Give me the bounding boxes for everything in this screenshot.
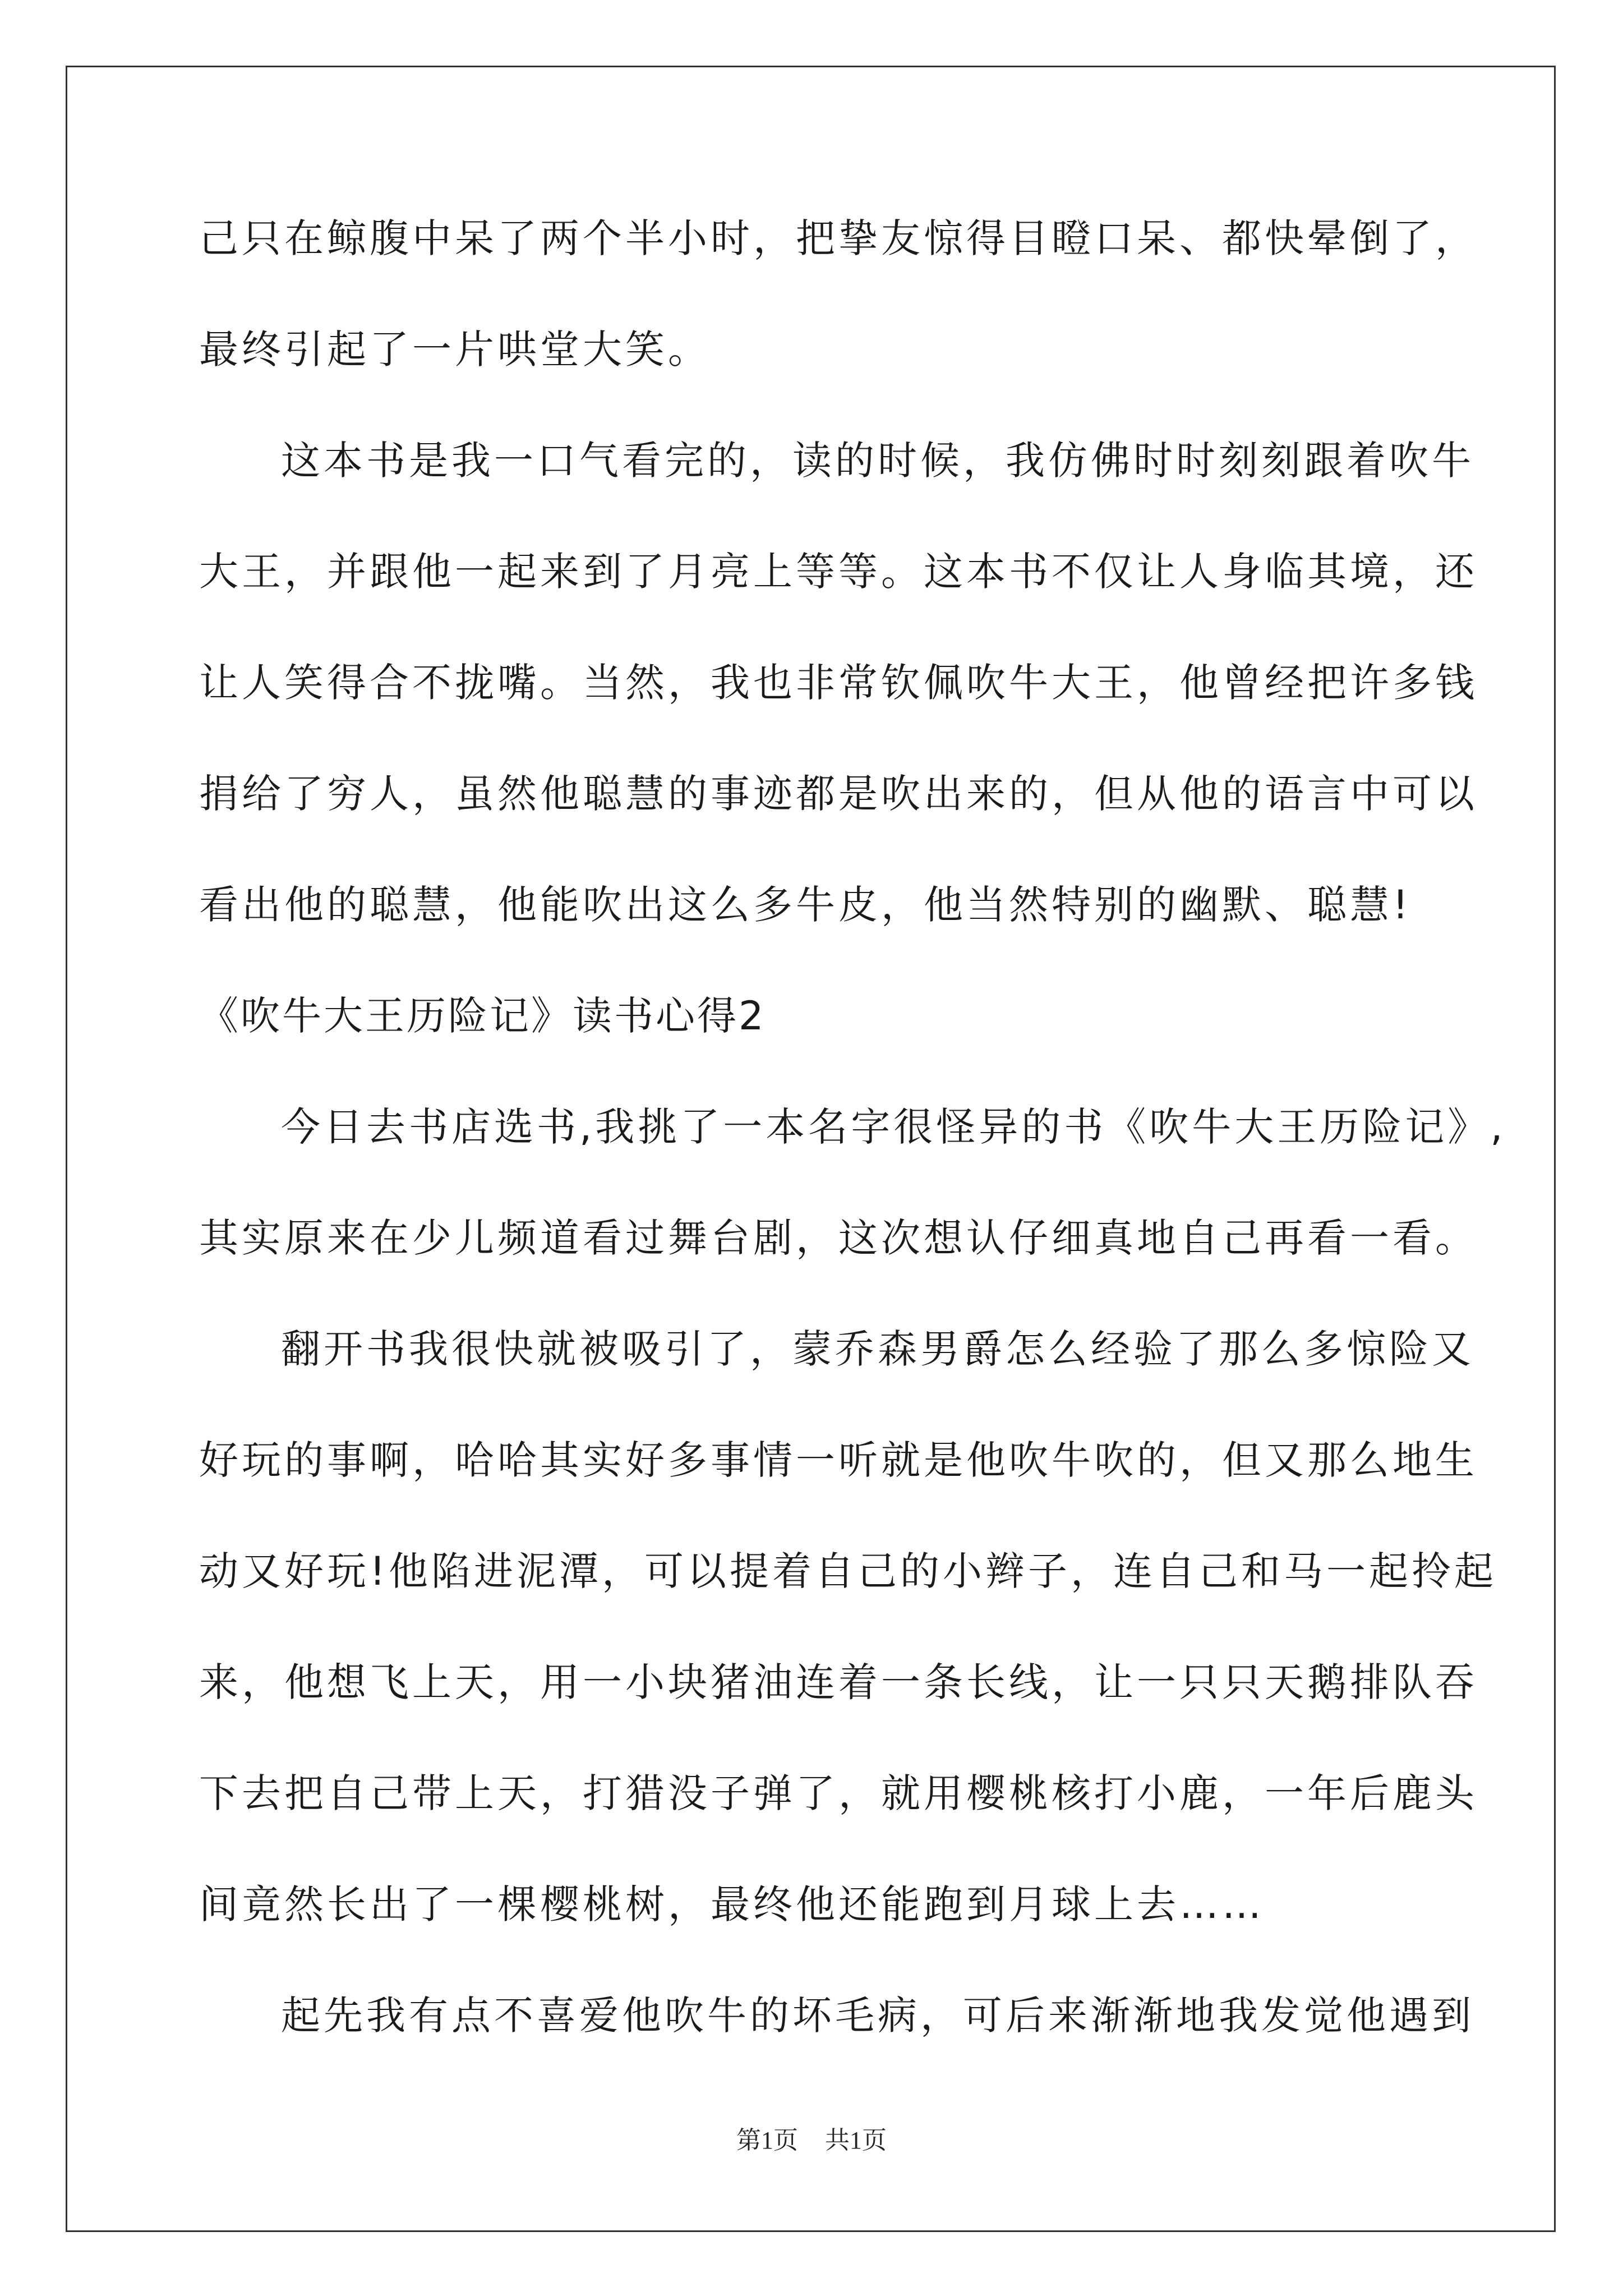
paragraph-line: 最终引起了一片哄堂大笑。 bbox=[199, 326, 711, 372]
section-heading: 《吹牛大王历险记》读书心得2 bbox=[199, 993, 766, 1039]
paragraph-line: 大王，并跟他一起来到了月亮上等等。这本书不仅让人身临其境，还 bbox=[199, 549, 1478, 595]
paragraph-line: 起先我有点不喜爱他吹牛的坏毛病，可后来渐渐地我发觉他遇到 bbox=[281, 1993, 1474, 2039]
paragraph-line: 看出他的聪慧，他能吹出这么多牛皮，他当然特别的幽默、聪慧! bbox=[199, 882, 1412, 928]
paragraph-line: 动又好玩!他陷进泥潭，可以提着自己的小辫子，连自己和马一起拎起 bbox=[199, 1548, 1497, 1594]
page-total: 共1页 bbox=[825, 2127, 887, 2154]
paragraph-line: 捐给了穷人，虽然他聪慧的事迹都是吹出来的，但从他的语言中可以 bbox=[199, 771, 1478, 817]
paragraph-line: 间竟然长出了一棵樱桃树，最终他还能跑到月球上去…… bbox=[199, 1881, 1265, 1927]
page-footer bbox=[0, 2124, 1623, 2157]
paragraph-line: 其实原来在少儿频道看过舞台剧，这次想认仔细真地自己再看一看。 bbox=[199, 1215, 1478, 1261]
paragraph-line: 今日去书店选书,我挑了一本名字很怪异的书《吹牛大王历险记》, bbox=[281, 1104, 1506, 1150]
paragraph-line: 让人笑得合不拢嘴。当然，我也非常钦佩吹牛大王，他曾经把许多钱 bbox=[199, 660, 1478, 706]
paragraph-line: 翻开书我很快就被吸引了，蒙乔森男爵怎么经验了那么多惊险又 bbox=[281, 1326, 1474, 1372]
page-number: 第1页 bbox=[736, 2127, 798, 2154]
paragraph-line: 好玩的事啊，哈哈其实好多事情一听就是他吹牛吹的，但又那么地生 bbox=[199, 1437, 1478, 1483]
paragraph-line: 来，他想飞上天，用一小块猪油连着一条长线，让一只只天鹅排队吞 bbox=[199, 1659, 1478, 1705]
paragraph-line: 下去把自己带上天，打猎没子弹了，就用樱桃核打小鹿，一年后鹿头 bbox=[199, 1770, 1478, 1816]
document-body bbox=[199, 210, 1506, 2099]
paragraph-line: 这本书是我一口气看完的，读的时候，我仿佛时时刻刻跟着吹牛 bbox=[281, 438, 1474, 484]
paragraph-line: 己只在鲸腹中呆了两个半小时，把挚友惊得目瞪口呆、都快晕倒了， bbox=[199, 215, 1478, 261]
